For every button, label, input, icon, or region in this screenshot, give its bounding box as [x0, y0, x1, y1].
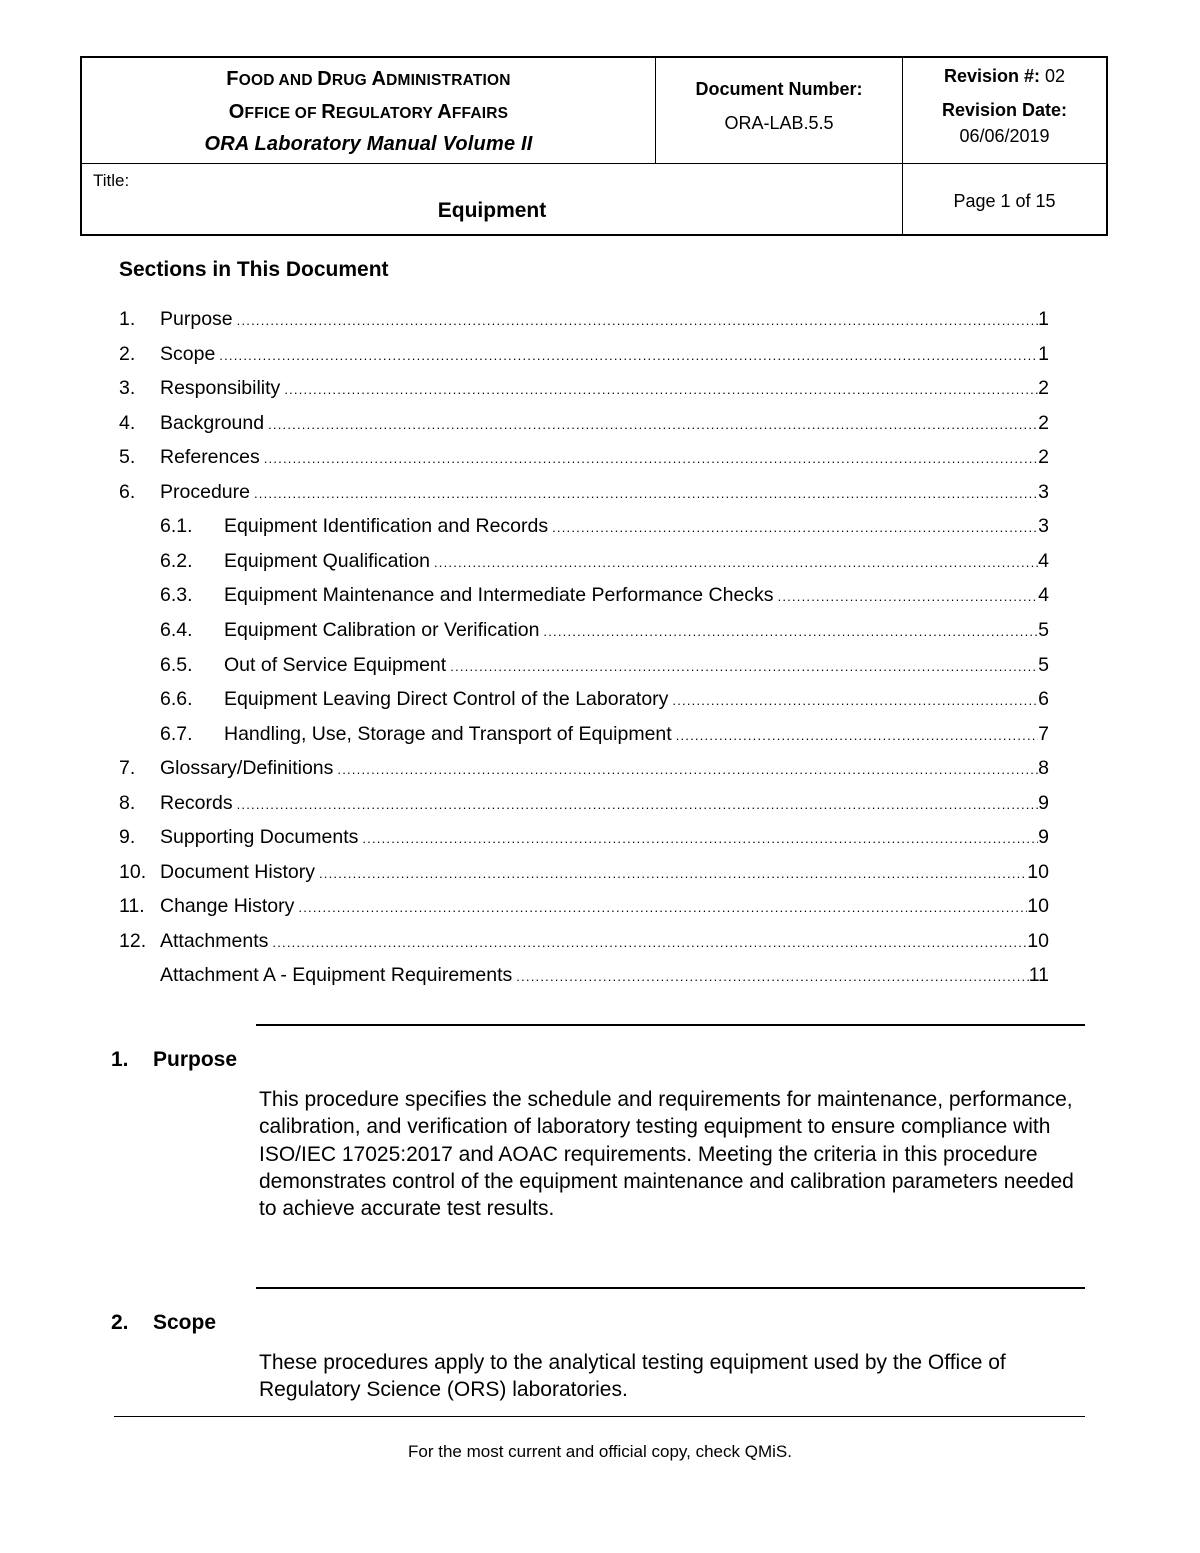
- toc-item-label: Procedure: [160, 481, 250, 503]
- toc-item-page: 7: [1038, 723, 1049, 745]
- toc-leader-dots: [272, 935, 1027, 950]
- toc-item-label: Responsibility: [160, 377, 281, 399]
- toc-item-page: 10: [1027, 930, 1049, 952]
- toc-item-page: 4: [1038, 584, 1049, 606]
- toc-item-label: Equipment Leaving Direct Control of the Laboratory: [224, 688, 669, 710]
- toc-item-number: 7.: [119, 757, 136, 779]
- toc-item-page: 2: [1038, 446, 1049, 468]
- toc-item-page: 10: [1027, 861, 1049, 883]
- toc-item-page: 1: [1038, 308, 1049, 330]
- agency-name: FOOD AND DRUG ADMINISTRATION: [226, 68, 511, 90]
- toc-leader-dots: [552, 520, 1038, 535]
- toc-leader-dots: [298, 900, 1027, 915]
- toc-item-number: 12.: [119, 930, 147, 952]
- document-number-cell: [656, 58, 903, 164]
- toc-leader-dots: [319, 866, 1027, 881]
- toc-item-label: Equipment Identification and Records: [224, 515, 549, 537]
- toc-leader-dots: [676, 728, 1038, 743]
- toc-item-label: Scope: [160, 343, 216, 365]
- toc-item-number: 6.6.: [160, 688, 193, 710]
- toc-item[interactable]: [119, 446, 1049, 474]
- toc-item-page: 1: [1038, 343, 1049, 365]
- toc-item[interactable]: [119, 481, 1049, 509]
- toc-item-page: 3: [1038, 481, 1049, 503]
- section-body-scope: These procedures apply to the analytical testing equipment used by the Office of Regulatory Science (ORS) laboratories.: [259, 1351, 1006, 1402]
- toc-item-number: 1.: [119, 308, 136, 330]
- toc-leader-dots: [362, 831, 1038, 846]
- toc-leader-dots: [284, 382, 1038, 397]
- toc-item-label: Equipment Calibration or Verification: [224, 619, 540, 641]
- toc-item[interactable]: [160, 584, 1049, 612]
- toc-leader-dots: [672, 693, 1038, 708]
- toc-item[interactable]: [119, 895, 1049, 923]
- footer-note: For the most current and official copy, check QMiS.: [408, 1442, 792, 1461]
- section-title-scope: Scope: [153, 1311, 217, 1334]
- toc-item[interactable]: [119, 377, 1049, 405]
- document-header-table: [80, 56, 1108, 236]
- toc-item-number: 11.: [119, 895, 145, 917]
- toc-leader-dots: [268, 417, 1038, 432]
- toc-item[interactable]: [160, 964, 1049, 992]
- toc-item-number: 6.: [119, 481, 136, 503]
- toc-item-label: Supporting Documents: [160, 826, 359, 848]
- toc-item[interactable]: [119, 861, 1049, 889]
- toc-item[interactable]: [119, 930, 1049, 958]
- footer-divider: [114, 1416, 1085, 1417]
- toc-item[interactable]: [160, 550, 1049, 578]
- toc-leader-dots: [219, 348, 1038, 363]
- manual-name: ORA Laboratory Manual Volume II: [204, 133, 533, 155]
- section-divider: [256, 1287, 1085, 1289]
- office-name: OFFICE OF REGULATORY AFFAIRS: [228, 101, 509, 123]
- toc-item[interactable]: [160, 723, 1049, 751]
- section-divider: [256, 1024, 1085, 1026]
- toc-item-number: 6.3.: [160, 584, 193, 606]
- toc-leader-dots: [264, 451, 1038, 466]
- toc-item-label: Background: [160, 412, 265, 434]
- toc-item-page: 8: [1038, 757, 1049, 779]
- toc-item[interactable]: [119, 826, 1049, 854]
- toc-item-label: Change History: [160, 895, 295, 917]
- toc-item-label: Glossary/Definitions: [160, 757, 334, 779]
- title-cell: [82, 164, 903, 234]
- toc-item-page: 5: [1038, 654, 1049, 676]
- toc-item-number: 4.: [119, 412, 136, 434]
- toc-item-page: 10: [1027, 895, 1049, 917]
- toc-item-number: 2.: [119, 343, 136, 365]
- toc-item-label: References: [160, 446, 260, 468]
- toc-item-page: 6: [1038, 688, 1049, 710]
- toc-item-number: 8.: [119, 792, 136, 814]
- toc-leader-dots: [237, 313, 1039, 328]
- toc-leader-dots: [337, 762, 1038, 777]
- toc-item[interactable]: [119, 343, 1049, 371]
- toc-item-label: Attachments: [160, 930, 269, 952]
- toc-item-label: Records: [160, 792, 233, 814]
- toc-item-number: 6.4.: [160, 619, 193, 641]
- section-title-purpose: Purpose: [153, 1048, 238, 1071]
- toc-item-label: Attachment A - Equipment Requirements: [160, 964, 513, 986]
- toc-item-number: 6.2.: [160, 550, 193, 572]
- toc-leader-dots: [450, 659, 1038, 674]
- toc-item-page: 2: [1038, 412, 1049, 434]
- toc-leader-dots: [237, 797, 1039, 812]
- toc-item-number: 6.1.: [160, 515, 193, 537]
- revision-date-label: Revision Date:: [941, 100, 1068, 120]
- document-title: Equipment: [437, 199, 547, 222]
- toc-item-number: 6.5.: [160, 654, 193, 676]
- document-number-value: ORA-LAB.5.5: [724, 113, 834, 133]
- toc-item-page: 9: [1038, 792, 1049, 814]
- toc-item-label: Handling, Use, Storage and Transport of Equipment: [224, 723, 672, 745]
- page-number-cell: [903, 164, 1106, 234]
- toc-item-page: 5: [1038, 619, 1049, 641]
- toc-item-label: Out of Service Equipment: [224, 654, 447, 676]
- toc-item[interactable]: [119, 792, 1049, 820]
- toc-item-page: 3: [1038, 515, 1049, 537]
- revision-cell: [903, 58, 1106, 164]
- revision-date-value: 06/06/2019: [959, 126, 1050, 146]
- section-number: 1.: [111, 1048, 129, 1071]
- toc-item-page: 2: [1038, 377, 1049, 399]
- toc-item[interactable]: [119, 757, 1049, 785]
- section-body-purpose: This procedure specifies the schedule and requirements for maintenance, performance, calibration, and verification of laboratory testing equipment to ensure compliance with ISO/IEC 17025:2017 and AOAC requirements. Meeting the criteria in this procedure demonstrates control of the equipment maintenance and calibration parameters needed to achieve accurate test results.: [259, 1088, 1074, 1221]
- toc-item[interactable]: [160, 619, 1049, 647]
- toc-item-page: 11: [1028, 964, 1049, 986]
- toc-item-number: 3.: [119, 377, 136, 399]
- toc-leader-dots: [543, 624, 1038, 639]
- toc-item-page: 9: [1038, 826, 1049, 848]
- toc-item-number: 5.: [119, 446, 136, 468]
- toc-leader-dots: [434, 555, 1038, 570]
- title-label: Title:: [93, 171, 130, 190]
- toc-item-number: 6.7.: [160, 723, 193, 745]
- toc-heading: Sections in This Document: [119, 258, 389, 281]
- toc-leader-dots: [778, 589, 1039, 604]
- toc-item[interactable]: [160, 654, 1049, 682]
- toc-leader-dots: [254, 486, 1038, 501]
- toc-item-page: 4: [1038, 550, 1049, 572]
- toc-item[interactable]: [160, 688, 1049, 716]
- toc-item-number: 10.: [119, 861, 147, 883]
- page-number: Page 1 of 15: [953, 191, 1056, 211]
- toc-item-label: Purpose: [160, 308, 233, 330]
- toc-item[interactable]: [119, 412, 1049, 440]
- toc-item-label: Equipment Maintenance and Intermediate Performance Checks: [224, 584, 774, 606]
- document-number-label: Document Number:: [695, 79, 863, 99]
- agency-cell: [82, 58, 656, 164]
- toc-item[interactable]: [119, 308, 1049, 336]
- toc-leader-dots: [516, 969, 1028, 984]
- revision-number: Revision #: 02: [943, 66, 1066, 86]
- toc-item[interactable]: [160, 515, 1049, 543]
- toc-item-label: Equipment Qualification: [224, 550, 430, 572]
- toc-item-label: Document History: [160, 861, 315, 883]
- section-number: 2.: [111, 1311, 129, 1334]
- toc-item-number: 9.: [119, 826, 136, 848]
